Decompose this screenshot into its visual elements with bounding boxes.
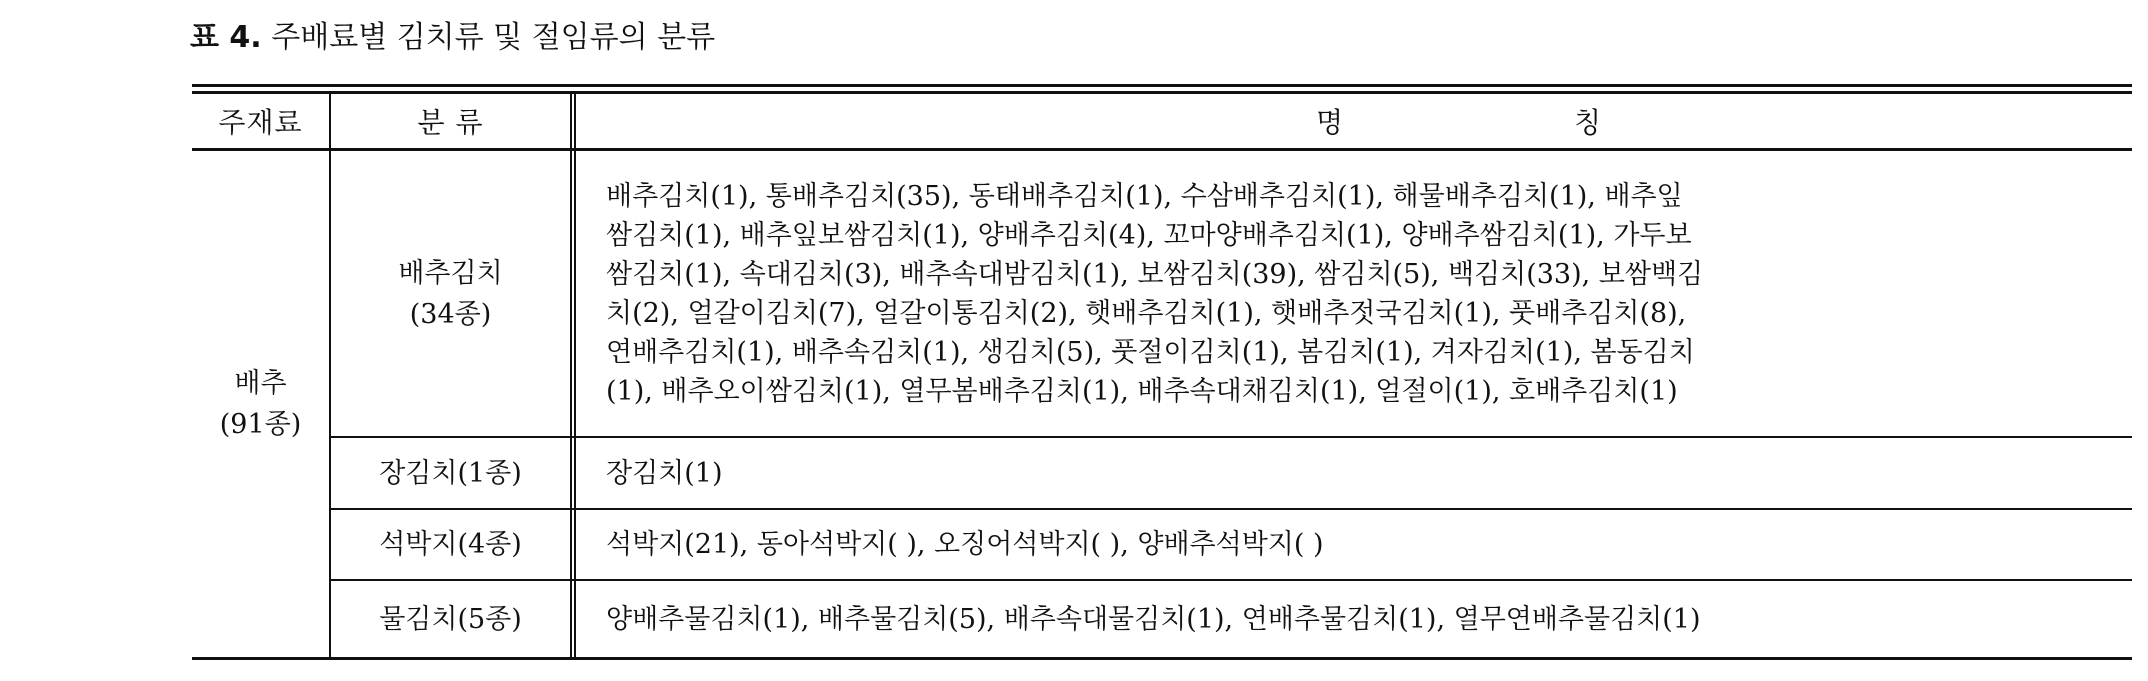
header-name-right: 칭 (1574, 106, 1603, 139)
category-cell-baechu-kimchi (331, 151, 570, 436)
table-number: 표 4. (190, 20, 262, 55)
names-line: 쌈김치(1), 속대김치(3), 배추속대밤김치(1), 보쌈김치(39), 쌈김치(5), 백김치(33), 보쌈백김 (606, 258, 1704, 290)
category-name: 배추김치 (398, 257, 503, 289)
names-line: 쌈김치(1), 배추잎보쌈김치(1), 양배추김치(4), 꼬마양배추김치(1), 양배추쌈김치(1), 가두보 (606, 219, 1692, 251)
names-line: 양배추물김치(1), 배추물김치(5), 배추속대물김치(1), 연배추물김치(1), 열무연배추물김치(1) (606, 603, 1701, 635)
category-cell-mul-kimchi (331, 581, 570, 657)
names-cell-seokbakji (576, 510, 2132, 579)
names-cell-mul-kimchi (576, 581, 2132, 657)
names-list (606, 177, 1703, 411)
names-cell-jang-kimchi (576, 438, 2132, 508)
table-top-rule (192, 84, 2132, 87)
names-line: 연배추김치(1), 배추속김치(1), 생김치(5), 풋절이김치(1), 봄김치(1), 겨자김치(1), 봄동김치 (606, 336, 1695, 368)
header-name-left: 명 (1316, 106, 1345, 139)
names-line: 장김치(1) (606, 457, 723, 489)
table-title: 주배료별 김치류 및 절임류의 분류 (271, 20, 716, 55)
names-cell-baechu-kimchi (576, 151, 2132, 436)
main-ingredient-name: 배추 (234, 368, 287, 399)
classification-table (192, 84, 2132, 660)
category-cell-jang-kimchi (331, 438, 570, 508)
category-name: 석박지(4종) (379, 529, 522, 560)
main-ingredient-count: (91종) (219, 409, 302, 440)
header-name (576, 94, 2132, 148)
header-main-ingredient: 주재료 (218, 106, 303, 139)
header-classification: 분 류 (417, 106, 484, 139)
table-caption (190, 18, 715, 58)
category-name: 물김치(5종) (379, 603, 522, 635)
table-bottom-rule (192, 657, 2132, 660)
category-count: (34종) (409, 298, 492, 330)
main-ingredient-cell (192, 151, 329, 657)
names-line: 치(2), 얼갈이김치(7), 얼갈이통김치(2), 햇배추김치(1), 햇배추젓국김치(1), 풋배추김치(8), (606, 297, 1687, 329)
names-line: 석박지(21), 동아석박지( ), 오징어석박지( ), 양배추석박지( ) (606, 529, 1324, 560)
category-name: 장김치(1종) (379, 457, 522, 489)
names-line: (1), 배추오이쌈김치(1), 열무봄배추김치(1), 배추속대채김치(1), 얼절이(1), 호배추김치(1) (606, 375, 1678, 407)
names-line: 배추김치(1), 통배추김치(35), 동태배추김치(1), 수삼배추김치(1), 해물배추김치(1), 배추잎 (606, 180, 1683, 212)
category-cell-seokbakji (331, 510, 570, 579)
